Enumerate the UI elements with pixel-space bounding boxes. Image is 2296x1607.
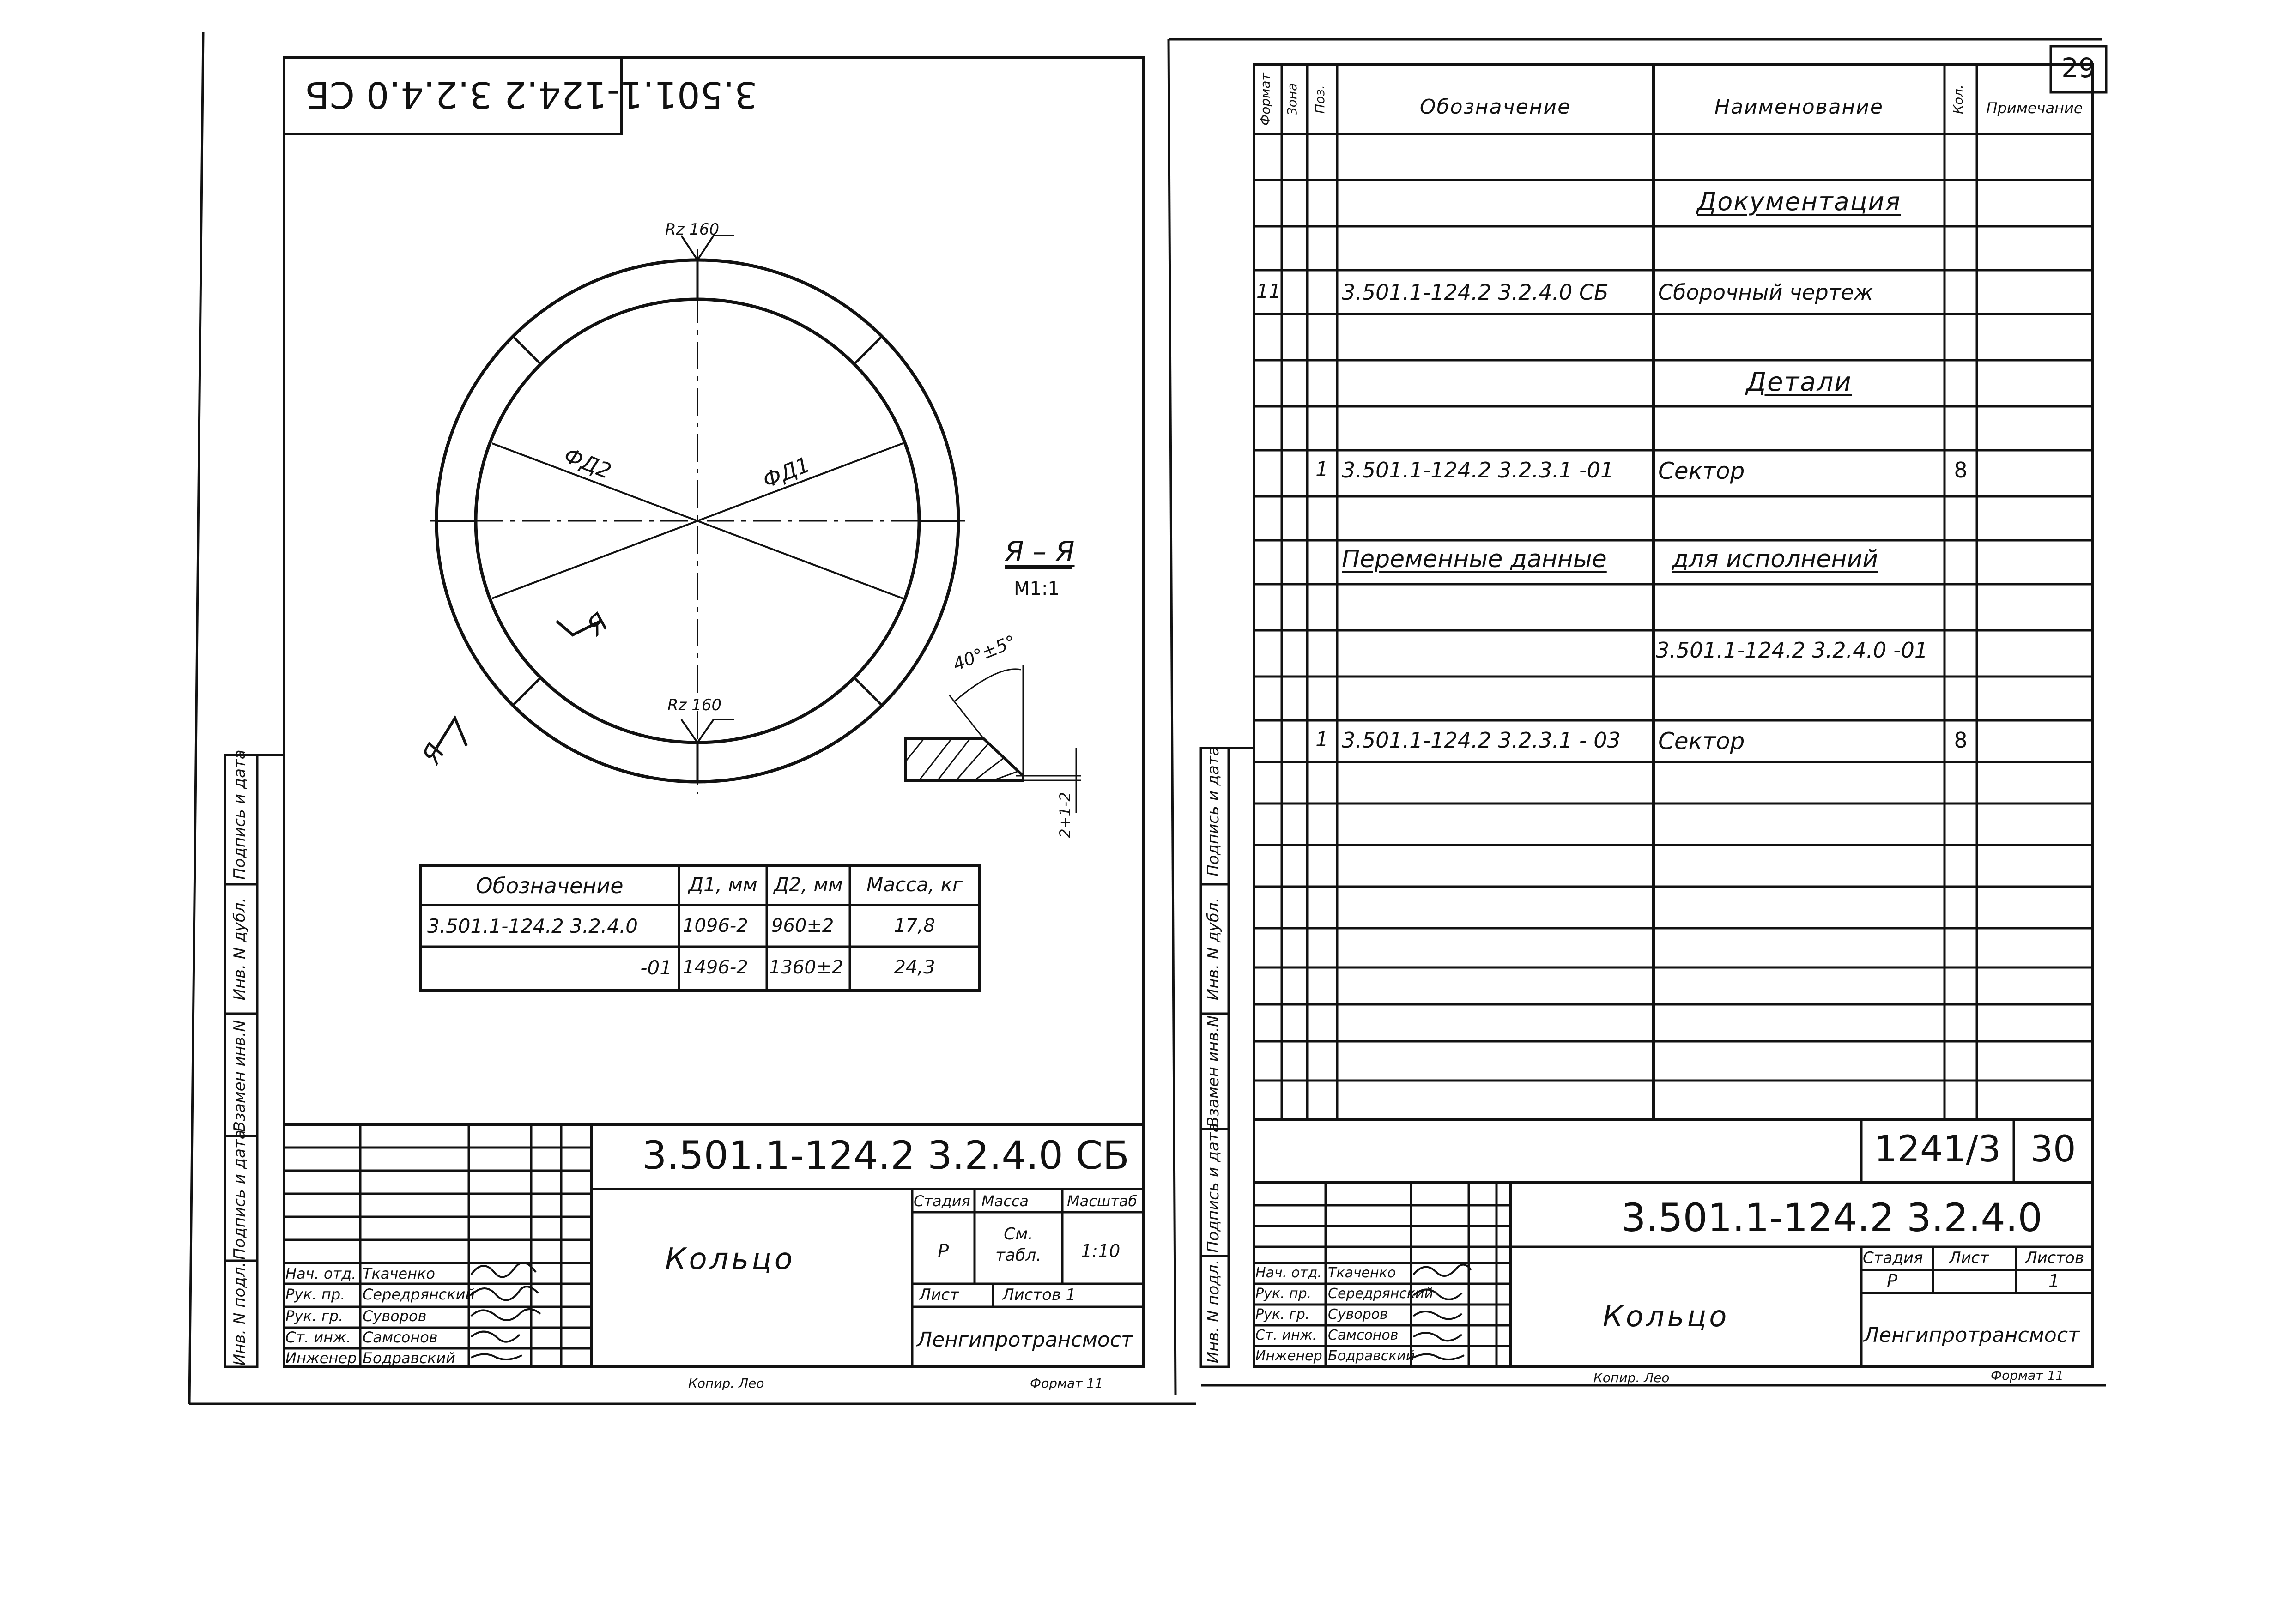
spec-row-7-name: Сектор — [1658, 728, 1745, 755]
right-tb-code: 3.501.1-124.2 3.2.4.0 — [1621, 1195, 2042, 1240]
right-tb-person-3: Суворов — [1328, 1306, 1388, 1323]
spec-header-pos: Поз. — [1312, 85, 1327, 114]
spec-row-2-code: 3.501.1-124.2 3.2.4.0 СБ — [1342, 280, 1609, 305]
right-side-label-3: Взамен инв.N — [1204, 1015, 1223, 1128]
spec-header-designation: Обозначение — [1419, 95, 1571, 119]
left-frame-left — [189, 32, 203, 1404]
vt-header-d2: Д2, мм — [774, 873, 843, 896]
right-footer-format: Формат 11 — [1991, 1368, 2064, 1383]
vt-row1-mass: 17,8 — [894, 915, 935, 936]
spec-row-7-qty: 8 — [1954, 728, 1968, 753]
left-footer-copy: Копир. Лео — [688, 1376, 764, 1391]
right-tb-role-2: Рук. пр. — [1255, 1286, 1312, 1302]
left-tb-scale-header: Масштаб — [1067, 1192, 1138, 1210]
right-inner-frame — [1254, 65, 2092, 1367]
left-tb-sheet-label: Лист — [919, 1286, 959, 1304]
left-tb-scale: 1:10 — [1081, 1241, 1121, 1261]
album-ref: 1241/3 — [1874, 1129, 2001, 1170]
left-tb-org: Ленгипротрансмост — [917, 1328, 1133, 1352]
vt-header-mass: Масса, кг — [866, 873, 963, 896]
left-tb-role-3: Рук. гр. — [285, 1307, 344, 1325]
spec-row-5-code: Переменные данные — [1342, 545, 1607, 573]
right-tb-sheets-header: Листов — [2025, 1249, 2084, 1267]
right-tb-role-3: Рук. гр. — [1255, 1306, 1310, 1323]
right-side-label-5: Подпись и дата — [1204, 746, 1223, 876]
left-footer-format: Формат 11 — [1030, 1376, 1103, 1391]
section-scale: М1:1 — [1014, 578, 1060, 599]
spec-row-3-name: Детали — [1746, 367, 1852, 397]
spec-header-name: Наименование — [1714, 95, 1884, 119]
left-side-label-1: Инв. N подл. — [230, 1262, 249, 1366]
spec-row-4-code: 3.501.1-124.2 3.2.3.1 -01 — [1342, 458, 1614, 483]
dim-d2-label: ФД2 — [560, 442, 615, 484]
section-title: Я – Я — [1005, 536, 1075, 568]
spec-row-7-pos: 1 — [1315, 728, 1328, 751]
left-tb-role-5: Инженер — [285, 1349, 357, 1367]
vt-row2-designation: -01 — [640, 956, 672, 979]
vt-row2-d1: 1496-2 — [683, 957, 748, 978]
right-footer-copy: Копир. Лео — [1593, 1370, 1670, 1385]
left-tb-role-4: Ст. инж. — [285, 1329, 351, 1346]
bevel-angle-label: 40°±5° — [950, 631, 1019, 675]
spec-row-7-code: 3.501.1-124.2 3.2.3.1 - 03 — [1342, 728, 1621, 753]
left-side-label-3: Взамен инв.N — [230, 1020, 249, 1132]
left-tb-person-4: Самсонов — [363, 1329, 438, 1346]
left-side-label-5: Подпись и дата — [230, 749, 249, 880]
left-tb-stage-header: Стадия — [914, 1192, 970, 1210]
right-tb-person-5: Бодравский — [1328, 1348, 1415, 1364]
vt-row1-d2: 960±2 — [771, 915, 834, 936]
spec-row-5-name: для исполнений — [1672, 545, 1878, 573]
spec-row-2-format: 11 — [1256, 280, 1281, 302]
vt-row2-mass: 24,3 — [894, 957, 935, 978]
spec-row-4-pos: 1 — [1315, 458, 1328, 481]
right-tb-role-1: Нач. отд. — [1255, 1265, 1322, 1281]
left-tb-role-1: Нач. отд. — [285, 1265, 357, 1282]
left-side-label-2: Подпись и дата — [230, 1130, 249, 1260]
right-tb-name: Кольцо — [1603, 1299, 1730, 1333]
vt-row1-d1: 1096-2 — [683, 915, 748, 936]
vt-row2-d2: 1360±2 — [769, 957, 843, 978]
left-side-label-4: Инв. N дубл. — [230, 897, 249, 1001]
spec-row-4-qty: 8 — [1954, 458, 1968, 483]
album-page: 30 — [2030, 1129, 2076, 1170]
left-tb-mass-header: Масса — [981, 1192, 1029, 1210]
spec-header-zone: Зона — [1284, 83, 1300, 116]
right-tb-org: Ленгипротрансмост — [1864, 1323, 2080, 1347]
spec-header-format: Формат — [1258, 73, 1273, 126]
right-tb-sheet-header: Лист — [1949, 1249, 1989, 1267]
gap-dim-label: 2+1-2 — [1056, 792, 1074, 838]
right-side-label-2: Подпись и дата — [1204, 1123, 1223, 1253]
left-tb-person-3: Суворов — [363, 1307, 427, 1325]
left-tb-mass: См. табл. — [995, 1225, 1042, 1265]
right-tb-person-2: Середрянский — [1328, 1286, 1433, 1302]
mirrored-stamp: 3.501.1-124.2 3.2.4.0 СБ — [305, 73, 757, 115]
section-mark-2: Я — [416, 738, 451, 769]
right-side-label-1: Инв. N подл. — [1204, 1259, 1223, 1364]
left-tb-person-1: Ткаченко — [363, 1265, 435, 1282]
roughness-top-label: Rz 160 — [665, 220, 720, 239]
roughness-bottom-label: Rz 160 — [667, 696, 722, 714]
section-profile — [905, 739, 1023, 780]
right-tb-person-4: Самсонов — [1328, 1327, 1399, 1343]
right-tb-role-4: Ст. инж. — [1255, 1327, 1317, 1343]
spec-row-4-name: Сектор — [1658, 458, 1745, 484]
left-tb-person-5: Бодравский — [363, 1349, 455, 1367]
left-tb-name: Кольцо — [665, 1242, 795, 1276]
left-tb-code: 3.501.1-124.2 3.2.4.0 СБ — [642, 1133, 1129, 1178]
vt-header-designation: Обозначение — [476, 873, 624, 898]
spec-row-6-name: 3.501.1-124.2 3.2.4.0 -01 — [1656, 638, 1928, 663]
spec-row-2-name: Сборочный чертеж — [1658, 280, 1873, 305]
spec-row-1-name: Документация — [1697, 187, 1901, 216]
dim-d1-label: ФД1 — [759, 452, 814, 493]
spec-header-note: Примечание — [1986, 99, 2083, 117]
section-mark-1: Я — [581, 607, 614, 642]
left-tb-role-2: Рук. пр. — [285, 1286, 345, 1303]
left-tb-stage: Р — [938, 1241, 949, 1262]
right-tb-person-1: Ткаченко — [1328, 1265, 1396, 1281]
vt-row1-designation: 3.501.1-124.2 3.2.4.0 — [427, 915, 638, 937]
vt-header-d1: Д1, мм — [688, 873, 757, 896]
page-number: 29 — [2061, 52, 2096, 84]
right-side-label-4: Инв. N дубл. — [1204, 897, 1223, 1001]
right-tb-role-5: Инженер — [1255, 1348, 1322, 1364]
right-tb-sheets: 1 — [2048, 1271, 2060, 1291]
right-tb-stage: Р — [1887, 1271, 1897, 1291]
spec-header-qty: Кол. — [1951, 85, 1966, 114]
left-tb-person-2: Середрянский — [363, 1286, 475, 1303]
right-tb-stage-header: Стадия — [1863, 1249, 1923, 1267]
left-tb-sheets-label: Листов 1 — [1002, 1286, 1076, 1304]
